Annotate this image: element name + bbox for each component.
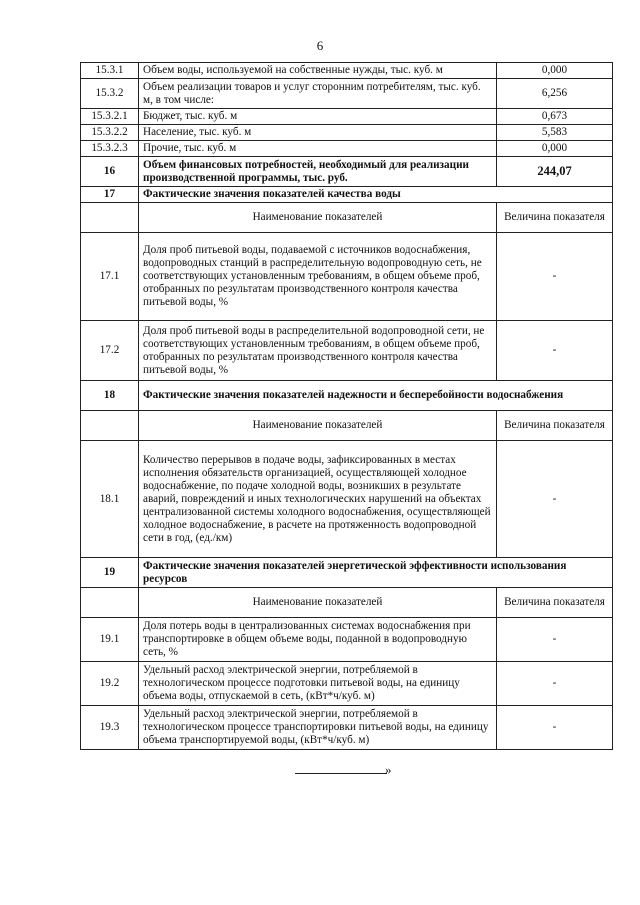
row-value: -	[497, 441, 613, 558]
table-row	[81, 233, 613, 321]
row-number: 15.3.1	[81, 63, 139, 79]
header-name: Наименование показателей	[139, 203, 497, 233]
empty-cell	[81, 203, 139, 233]
table-row	[81, 125, 613, 141]
section-row	[81, 558, 613, 588]
indicators-table	[80, 62, 613, 750]
row-text: Объем финансовых потребностей, необходимый для реализации производственной программы, тыс. руб.	[139, 157, 497, 187]
closing-quote: »	[385, 762, 392, 777]
header-value: Величина показателя	[497, 203, 613, 233]
row-text: Объем воды, используемой на собственные нужды, тыс. куб. м	[139, 63, 497, 79]
section-title: Фактические значения показателей надежности и бесперебойности водоснабжения	[139, 381, 613, 411]
table-row	[81, 79, 613, 109]
row-value: 0,000	[497, 63, 613, 79]
row-text: Доля проб питьевой воды, подаваемой с источников водоснабжения, водопроводных станций в распределительную водопроводную сеть, не соответствующих установленным требованиям, в общем объеме проб, отобранных по результатам производственного контроля качества питьевой воды, %	[139, 233, 497, 321]
row-value: -	[497, 618, 613, 662]
row-number: 15.3.2.3	[81, 141, 139, 157]
header-name: Наименование показателей	[139, 588, 497, 618]
row-number: 15.3.2.1	[81, 109, 139, 125]
row-value: 6,256	[497, 79, 613, 109]
row-number: 19.3	[81, 706, 139, 750]
column-header-row	[81, 588, 613, 618]
section-number: 19	[81, 558, 139, 588]
header-value: Величина показателя	[497, 411, 613, 441]
table-row	[81, 63, 613, 79]
row-value: 244,07	[497, 157, 613, 187]
row-number: 19.1	[81, 618, 139, 662]
column-header-row	[81, 203, 613, 233]
header-value: Величина показателя	[497, 588, 613, 618]
section-number: 17	[81, 187, 139, 203]
row-value: -	[497, 706, 613, 750]
row-value: 0,000	[497, 141, 613, 157]
row-number: 17.2	[81, 321, 139, 381]
section-row	[81, 381, 613, 411]
row-text: Прочие, тыс. куб. м	[139, 141, 497, 157]
row-number: 19.2	[81, 662, 139, 706]
section-row	[81, 187, 613, 203]
table-row	[81, 321, 613, 381]
table-row	[81, 618, 613, 662]
header-name: Наименование показателей	[139, 411, 497, 441]
table-row	[81, 157, 613, 187]
row-number: 17.1	[81, 233, 139, 321]
row-value: -	[497, 662, 613, 706]
row-text: Объем реализации товаров и услуг сторонним потребителям, тыс. куб. м, в том числе:	[139, 79, 497, 109]
closing-line	[295, 763, 387, 774]
empty-cell	[81, 411, 139, 441]
row-text: Доля проб питьевой воды в распределительной водопроводной сети, не соответствующих установленным требованиям, в общем объеме проб, отобранных по результатам производственного контроля качества питьевой воды, %	[139, 321, 497, 381]
row-value: -	[497, 233, 613, 321]
row-text: Население, тыс. куб. м	[139, 125, 497, 141]
section-title: Фактические значения показателей энергетической эффективности использования ресурсов	[139, 558, 613, 588]
row-text: Удельный расход электрической энергии, потребляемой в технологическом процессе подготовки питьевой воды, на единицу объема воды, отпускаемой в сеть, (кВт*ч/куб. м)	[139, 662, 497, 706]
row-value: -	[497, 321, 613, 381]
empty-cell	[81, 588, 139, 618]
page-number: 6	[316, 38, 324, 53]
table-row	[81, 109, 613, 125]
section-title: Фактические значения показателей качества воды	[139, 187, 613, 203]
section-number: 18	[81, 381, 139, 411]
row-number: 16	[81, 157, 139, 187]
row-number: 15.3.2	[81, 79, 139, 109]
row-number: 18.1	[81, 441, 139, 558]
column-header-row	[81, 411, 613, 441]
row-number: 15.3.2.2	[81, 125, 139, 141]
table-row	[81, 141, 613, 157]
row-text: Доля потерь воды в централизованных системах водоснабжения при транспортировке в общем объеме воды, поданной в водопроводную сеть, %	[139, 618, 497, 662]
row-value: 0,673	[497, 109, 613, 125]
row-text: Количество перерывов в подаче воды, зафиксированных в местах исполнения обязательств организацией, осуществляющей холодное водоснабжение, по подаче холодной воды, возникших в результате аварий, повреждений и иных технологических нарушений на объектах централизованной системы холодного водоснабжения, осуществляющей холодное водоснабжение, в расчете на протяженность водопроводной сети в год, (ед./км)	[139, 441, 497, 558]
table-row	[81, 441, 613, 558]
table-row	[81, 662, 613, 706]
row-value: 5,583	[497, 125, 613, 141]
row-text: Удельный расход электрической энергии, потребляемой в технологическом процессе транспортировки питьевой воды, на единицу объема транспортируемой воды, (кВт*ч/куб. м)	[139, 706, 497, 750]
table-row	[81, 706, 613, 750]
row-text: Бюджет, тыс. куб. м	[139, 109, 497, 125]
